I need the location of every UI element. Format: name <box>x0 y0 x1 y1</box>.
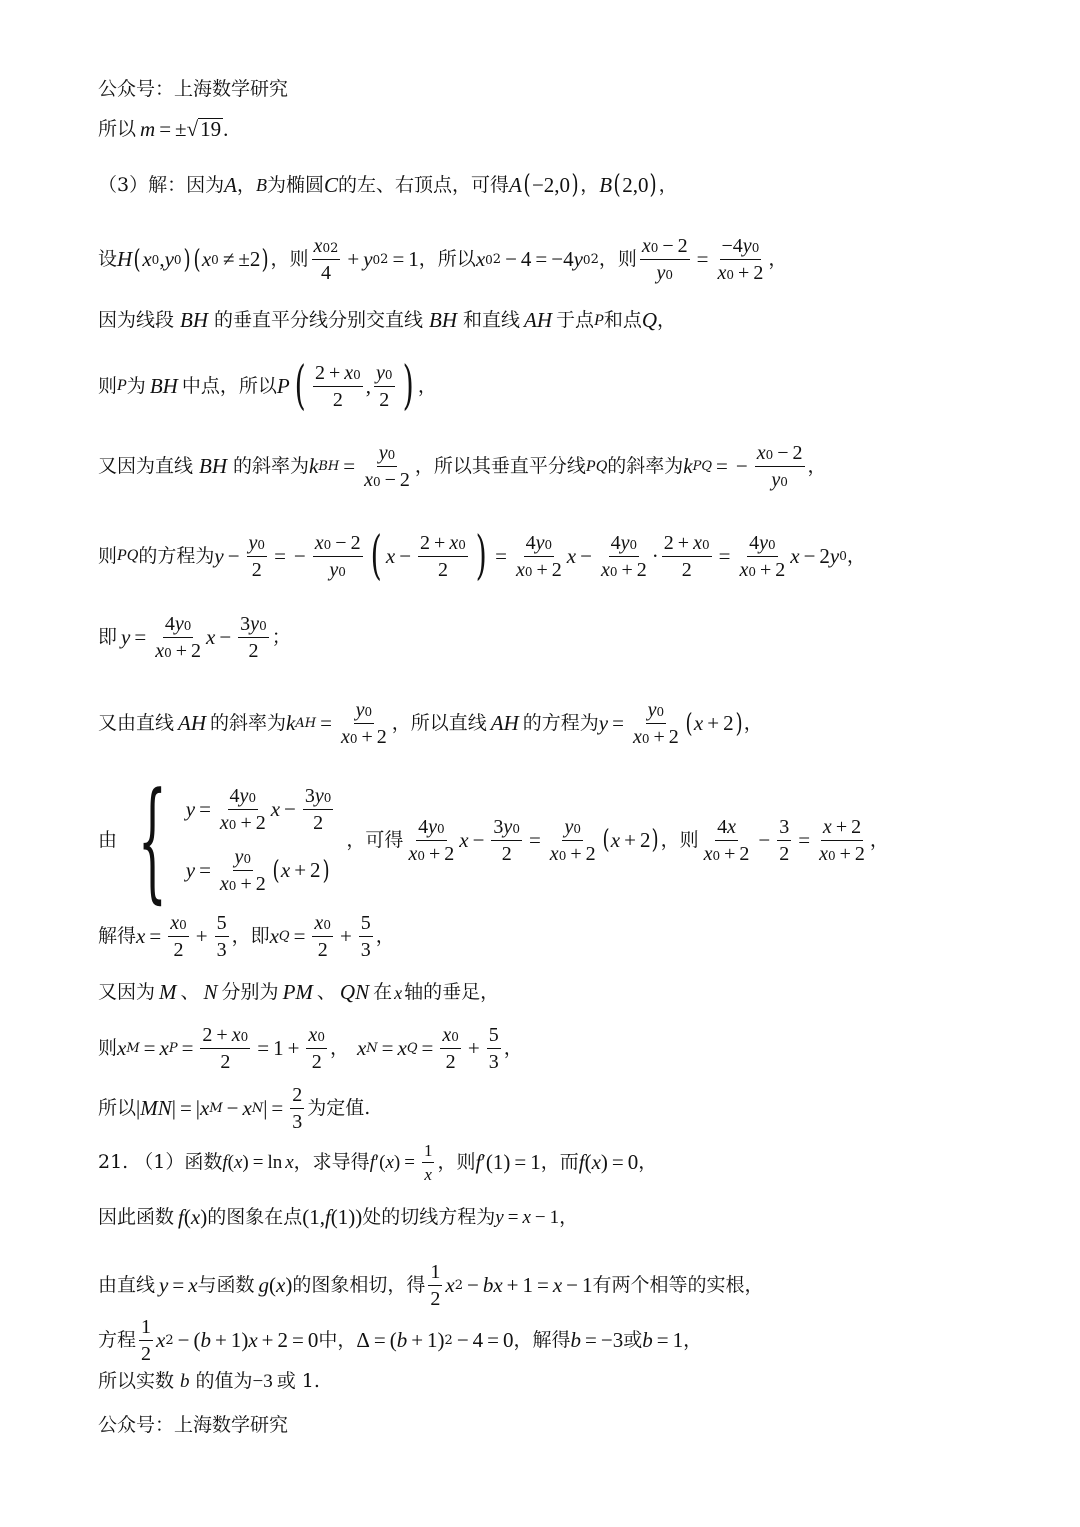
footer-watermark <box>98 1416 1020 1435</box>
line-midpoint-P: 则 P 为 BH 中点，所以 P ( 2 + x 0 2 , y 0 2 ) ， <box>98 356 437 416</box>
line-set-H: 设 H ( x 0 , y 0 ) ( x 0 ≠ ±2 ) ，则 x 0 2 4 + y 0 2 = 1 ，所以 x 0 2 − 4 = −4 y 0 2 ，则 x 0 − 2 y 0 = −4 y 0 x 0 + 2 ， <box>98 235 788 284</box>
header-watermark <box>98 80 1020 99</box>
line-q21-derivative: 21. （1）函数 f ( x ) = ln x ，求导得 f ′( x ) = $\frac{1}{x}$ ，则 f ′(1) = 1 ，而 f ( x ) = 0 ， <box>98 1141 658 1184</box>
header-text: 公众号：上海数学研究 <box>98 78 289 100</box>
line-tangent-line: 因此函数 f ( x ) 的图象在点 (1, f (1)) 处的切线方程为 y = x − 1 ， <box>98 1205 579 1229</box>
line-discriminant: 方程 $\frac{1}{2}$ x 2 − ( b + 1) x + 2 = 0 中， Δ = ( b + 1) 2 − 4 = 0 ，解得 b = −3 或 b = 1 ， <box>98 1316 703 1365</box>
line-PQ-simplified: 即 y = 4 y 0 x 0 + 2 x − 3 y 0 2 ； <box>98 613 291 662</box>
line-feet-MN: 又因为 M 、 N 分别为 PM 、 QN 在 x 轴的垂足， <box>98 980 500 1004</box>
line-xM-xN: 则 x M = x P = 2 + x 0 2 = 1 + x 0 2 ， x N = x Q = x 0 2 + $\frac{5}{3}$ ， <box>98 1024 523 1073</box>
line-part3-intro: （3）解：因为 A ， B 为椭圆 C 的左、右顶点，可得 A ( −2,0 ) ， B ( 2,0 ) ， <box>98 170 678 200</box>
equation-system: y = 4 y 0 x 0 + 2 x − 3 y 0 2 y = y 0 x 0 + 2 ( x + 2 ) <box>185 785 332 895</box>
line-b-values: 所以实数 b 的值为 −3 或 1. <box>98 1370 320 1392</box>
line-AH-equation: 又由直线 AH 的斜率为 k AH = y 0 x 0 + 2 ，所以直线 AH 的方程为 y = y 0 x 0 + 2 ( x + 2 ) ， <box>98 699 763 748</box>
line-slope-BH: 又因为直线 BH 的斜率为 k BH = y 0 x 0 − 2 ，所以其垂直平分线 PQ 的斜率为 k PQ = − x 0 − 2 y 0 ， <box>98 442 827 491</box>
line-system: 由 { y = 4 y 0 x 0 + 2 x − 3 y 0 2 y = y 0 x 0 + 2 ( x + 2 ) ，可得 4 y 0 x 0 + 2 x − 3 y 0 2 = y 0 x 0 + 2 ( x + 2 ) ，则 4 x x 0 + 2 − $\frac{3}{2}$ = x + 2 x 0 + 2 ， <box>98 764 889 916</box>
line-m-value: 所以 m = ± √ 19 . <box>98 116 229 141</box>
line-tangent-condition: 由直线 y = x 与函数 g ( x ) 的图象相切，得 $\frac{1}{2}$ x 2 − bx + 1 = x − 1 有两个相等的实根， <box>98 1261 764 1310</box>
line-solve-x: 解得 x = x 0 2 + $\frac{5}{3}$ ，即 x Q = x 0 2 + $\frac{5}{3}$ ， <box>98 912 395 961</box>
line-MN-constant: 所以 | MN | = | x M − x N | = $\frac{2}{3}$ 为定值. <box>98 1084 371 1133</box>
footer-text: 公众号：上海数学研究 <box>98 1414 289 1436</box>
sqrt-19: √ 19 <box>186 117 222 141</box>
line-PQ-equation: 则 PQ 的方程为 y − y 0 2 = − x 0 − 2 y 0 ( x − 2 + x 0 2 ) = 4 y 0 x 0 + 2 x − 4 y 0 x 0 + 2 · 2 + x 0 2 = 4 y 0 x 0 + 2 x − 2 y 0 ， <box>98 526 866 586</box>
line-perpendicular-bisector: 因为线段 BH 的垂直平分线分别交直线 BH 和直线 AH 于点 P 和点 Q ， <box>98 308 677 332</box>
